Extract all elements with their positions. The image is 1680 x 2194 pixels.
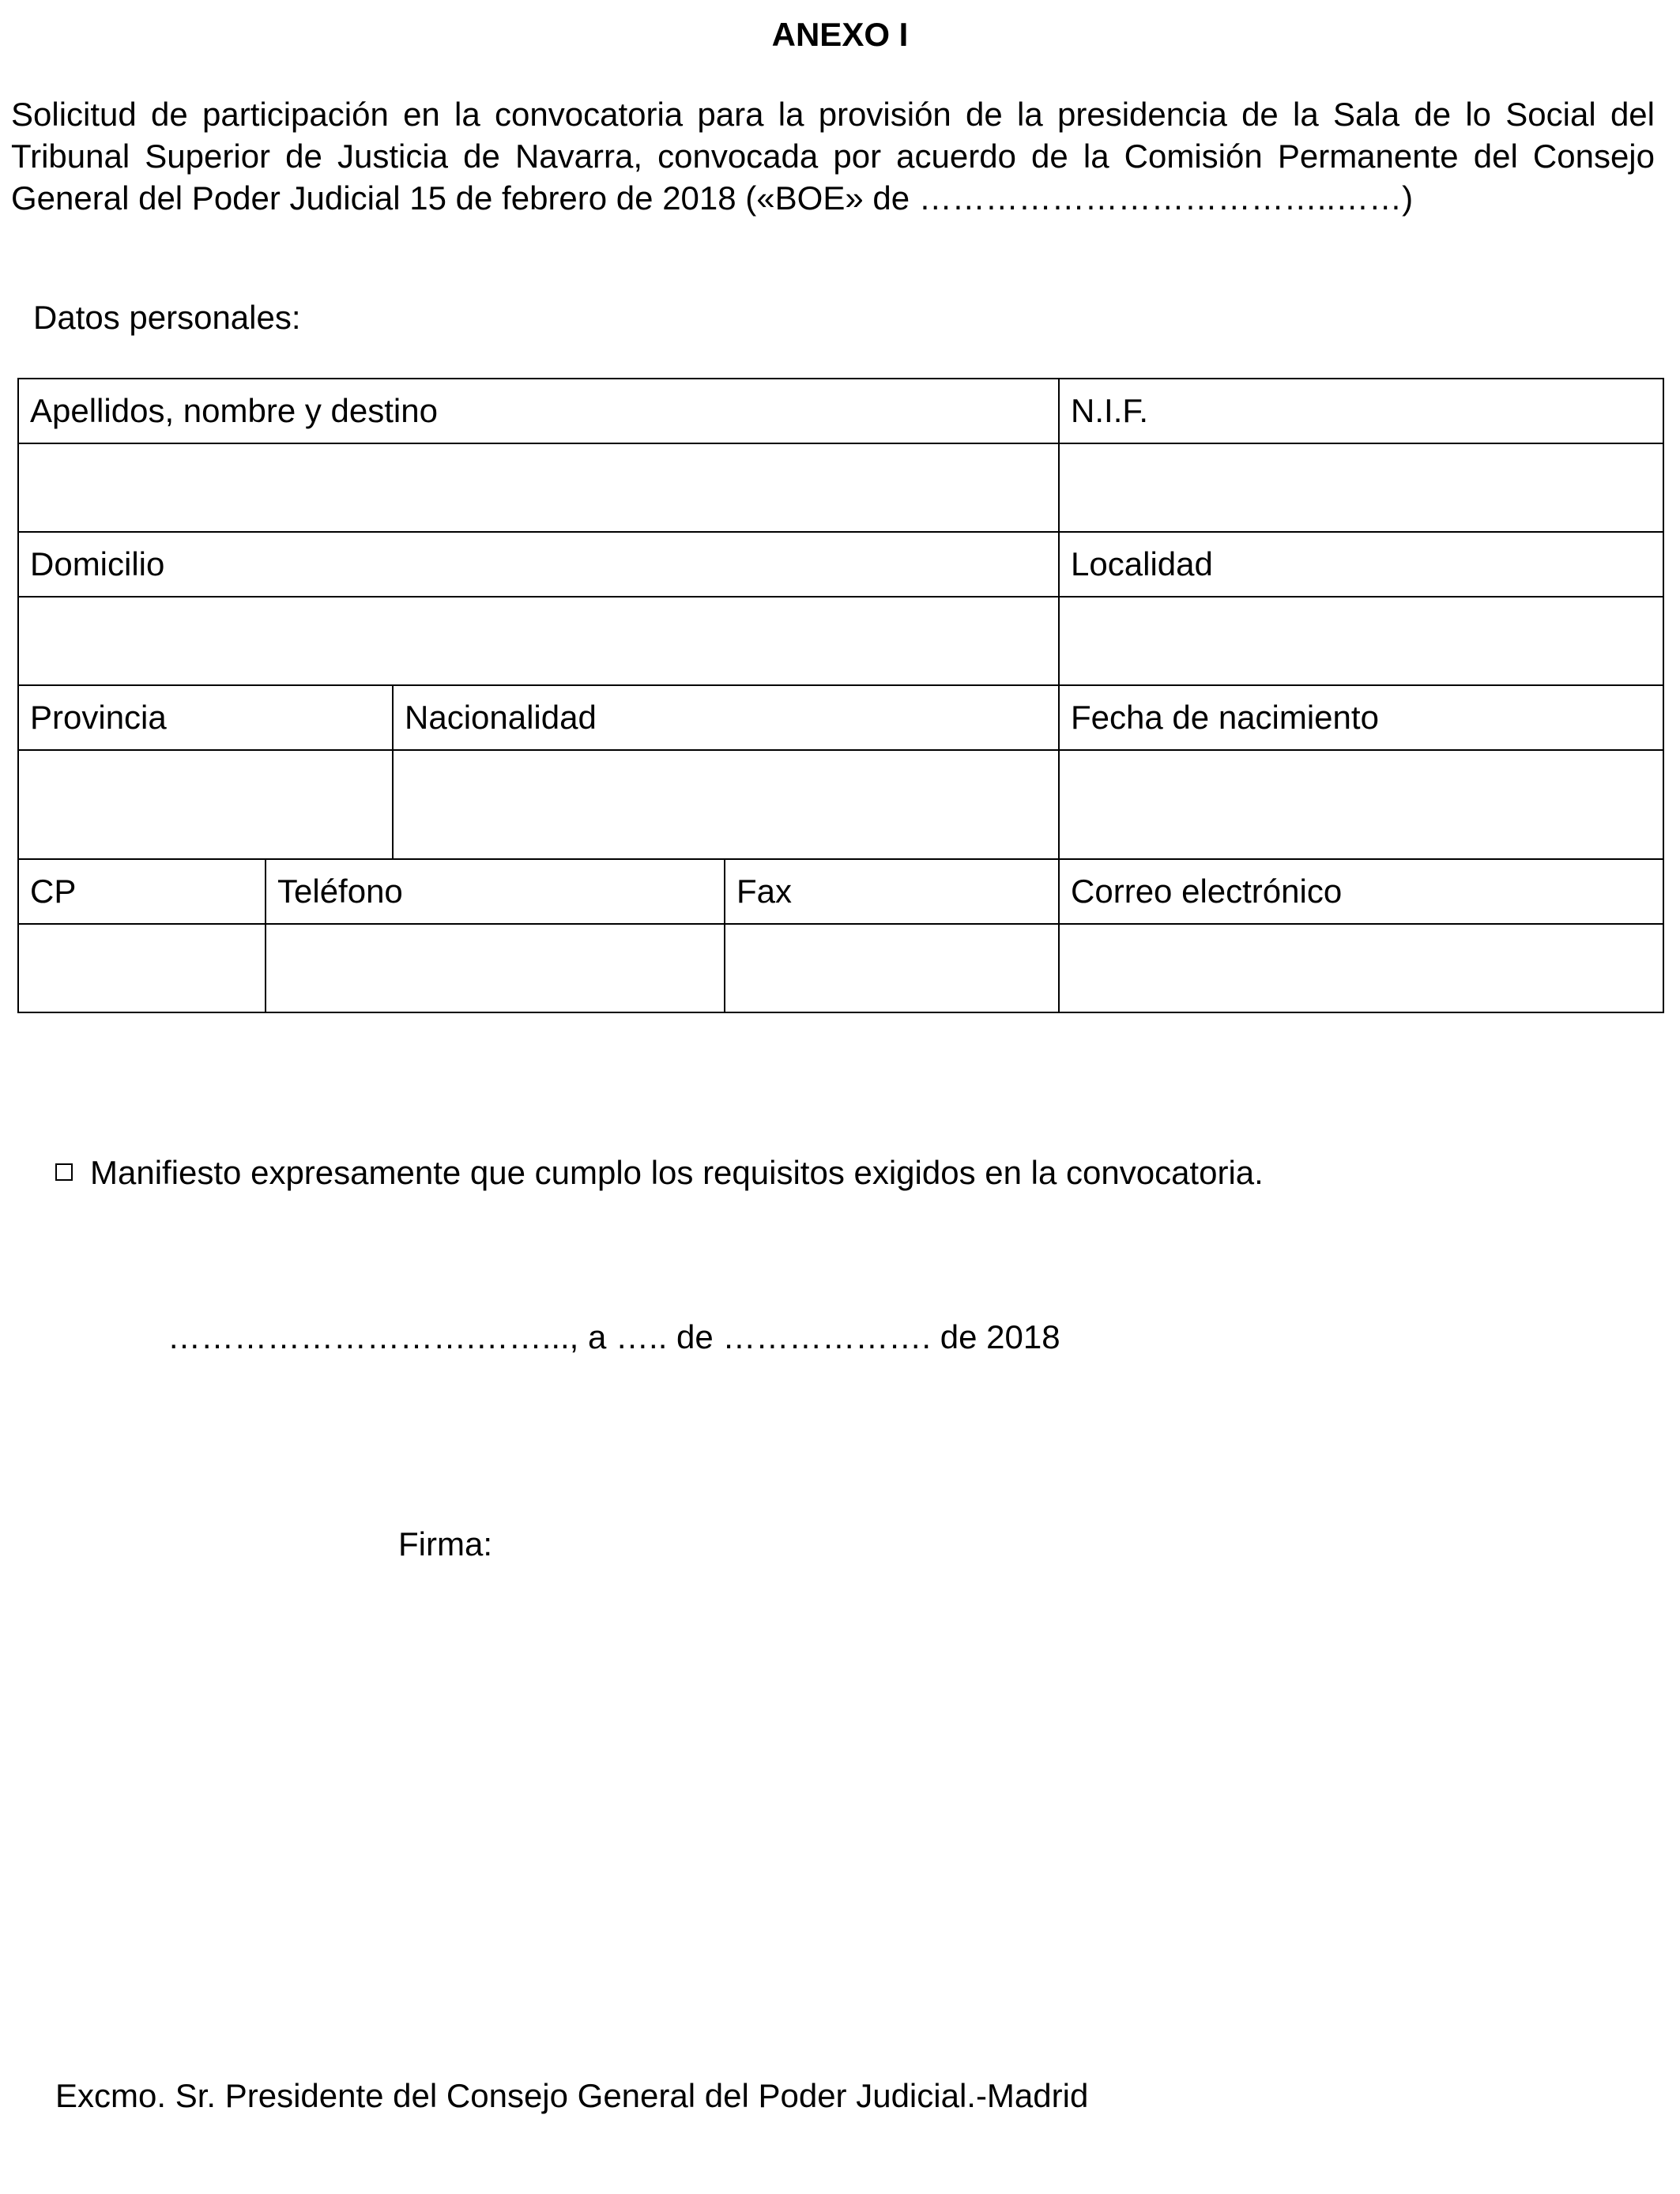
province-field[interactable] (18, 750, 393, 859)
phone-label: Teléfono (266, 859, 725, 924)
personal-data-form (17, 378, 1664, 1013)
nationality-label: Nacionalidad (393, 685, 1059, 750)
fax-label: Fax (725, 859, 1059, 924)
signature-label: Firma: (398, 1525, 492, 1563)
name-label: Apellidos, nombre y destino (18, 379, 1059, 443)
declaration-text: Manifiesto expresamente que cumplo los requisitos exigidos en la convocatoria. (90, 1154, 1264, 1191)
section-label-personal-data: Datos personales: (33, 299, 301, 336)
form-row-labels-3 (18, 685, 1663, 750)
postal-code-label: CP (18, 859, 266, 924)
form-row-values-4 (18, 924, 1663, 1012)
form-row-values-3 (18, 750, 1663, 859)
email-field[interactable] (1059, 924, 1663, 1012)
name-field[interactable] (18, 443, 1059, 532)
address-field[interactable] (18, 597, 1059, 685)
fax-field[interactable] (725, 924, 1059, 1012)
nationality-field[interactable] (393, 750, 1059, 859)
form-row-labels-4 (18, 859, 1663, 924)
intro-paragraph: Solicitud de participación en la convocatoria para la provisión de la presidencia de la Sala de lo Social del Tribunal Superior de Justicia de Navarra, convocada por acuerdo de la Comisión Permanente del Consejo General del Poder Judicial 15 de febrero de 2018 («BOE» de ………………………………..……) (11, 96, 1655, 217)
form-row-values-1 (18, 443, 1663, 532)
birthdate-label: Fecha de nacimiento (1059, 685, 1663, 750)
province-label: Provincia (18, 685, 393, 750)
locality-field[interactable] (1059, 597, 1663, 685)
declaration (55, 1154, 1264, 1192)
checkbox-icon[interactable] (55, 1163, 73, 1181)
postal-code-field[interactable] (18, 924, 266, 1012)
date-line: ……………………….……..., a ….. de ………………. de 2018 (168, 1318, 1060, 1355)
birthdate-field[interactable] (1059, 750, 1663, 859)
locality-label: Localidad (1059, 532, 1663, 597)
phone-field[interactable] (266, 924, 725, 1012)
document-title: ANEXO I (771, 16, 909, 53)
form-row-labels-2 (18, 532, 1663, 597)
nif-label: N.I.F. (1059, 379, 1663, 443)
addressee: Excmo. Sr. Presidente del Consejo General del Poder Judicial.-Madrid (55, 2077, 1089, 2114)
email-label: Correo electrónico (1059, 859, 1663, 924)
form-row-labels-1 (18, 379, 1663, 443)
form-row-values-2 (18, 597, 1663, 685)
address-label: Domicilio (18, 532, 1059, 597)
nif-field[interactable] (1059, 443, 1663, 532)
